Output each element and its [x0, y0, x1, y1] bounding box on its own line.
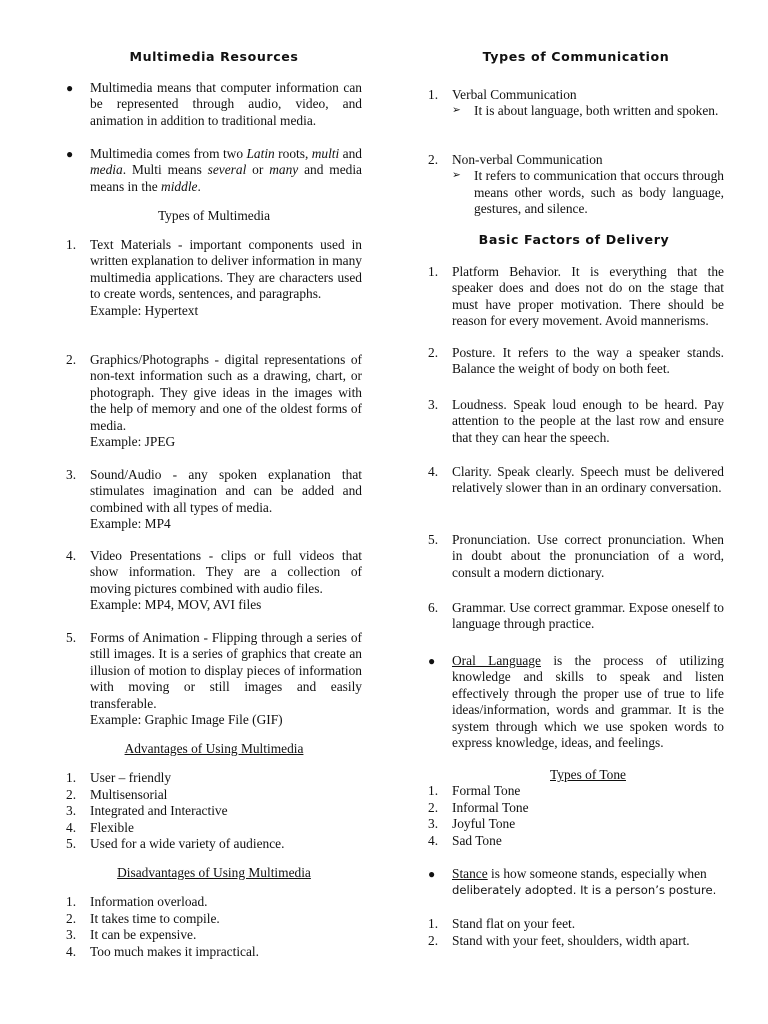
list-item: 2. It takes time to compile.: [66, 910, 220, 926]
arrow-bullet-icon: ➢: [452, 170, 461, 182]
list-item: 2. Posture. It refers to the way a speaker stands. Balance the weight of body on both feet.: [428, 345, 724, 377]
disadvantages-list: [66, 894, 362, 960]
types-of-multimedia-heading: Types of Multimedia: [157, 208, 271, 223]
list-item: 4. Clarity. Speak clearly. Speech must be delivered relatively slower than in an ordinary conversation.: [428, 464, 724, 496]
list-item: 2. Informal Tone: [428, 799, 529, 815]
bullet-item: [66, 146, 362, 195]
list-item: 1. Platform Behavior. It is everything that the speaker does and does not do on the stage that must have proper motivation. There should be reason for every movement. Avoid mannerisms.: [428, 264, 724, 329]
list-item: 3. It can be expensive.: [66, 927, 197, 943]
list-item: 4. Flexible: [66, 819, 134, 835]
list-item: 2. Stand with your feet, shoulders, width apart.: [428, 932, 690, 948]
list-item: 3. Sound/Audio - any spoken explanation that stimulates imagination and can be added and combined with all types of media. Example: MP4: [66, 467, 362, 532]
list-item: 1. Information overload.: [66, 894, 208, 909]
bullet-item: ● Oral Language is the process of utilizing knowledge and skills to speak and listen effectively through the proper use of true to life ideas/information, words and grammar. It is the system through which we use spoken words to express knowledge, ideas, and feelings.: [428, 653, 724, 751]
bullet-item: ● Stance is how someone stands, especially when deliberately adopted. It is a person’s posture.: [428, 866, 717, 898]
list-item: 1. Verbal Communication ➢ It is about language, both written and spoken.: [428, 87, 719, 119]
stance-list: [428, 916, 724, 949]
list-item: 5. Forms of Animation - Flipping through a series of still images. It is a series of graphics that create an illusion of motion to display pieces of information with moving or still images and easily transferable. Example: Graphic Image File (GIF): [66, 630, 362, 728]
list-item: 1. Stand flat on your feet.: [428, 916, 576, 931]
tone-list: [428, 783, 724, 849]
list-item: 3. Joyful Tone: [428, 816, 516, 832]
arrow-bullet-icon: ➢: [452, 105, 461, 117]
list-item: 3. Loudness. Speak loud enough to be heard. Pay attention to the people at the last row and ensure that they can hear the speech.: [428, 397, 724, 445]
list-item: 2. Graphics/Photographs - digital representations of non-text information such as a drawing, chart, or photograph. They give ideas in the images with the help of memory and one of the oldest forms of media. Example: JPEG: [66, 352, 362, 450]
list-item: 3. Integrated and Interactive: [66, 803, 228, 819]
list-item: 4. Too much makes it impractical.: [66, 943, 259, 959]
bullet-text: Multimedia comes from two Latin roots, multi and media. Multi means several or many and media means in the middle.: [90, 146, 362, 194]
disadvantages-heading: Disadvantages of Using Multimedia: [117, 865, 311, 880]
bullet-item: [66, 80, 362, 129]
list-item: 5. Pronunciation. Use correct pronunciation. When in doubt about the pronunciation of a word, consult a modern dictionary.: [428, 532, 724, 580]
bullet-icon: ●: [428, 654, 436, 668]
list-item: 1. User – friendly: [66, 770, 172, 785]
advantages-list: [66, 770, 362, 853]
multimedia-resources-heading: Multimedia Resources: [129, 49, 299, 64]
bullet-icon: ●: [66, 147, 74, 161]
bullet-icon: ●: [428, 867, 436, 881]
list-item: 4. Video Presentations - clips or full videos that show information. They are a collection of moving pictures combined with audio files. Example: MP4, MOV, AVI files: [66, 548, 362, 613]
advantages-heading: Advantages of Using Multimedia: [124, 741, 304, 756]
list-item: 5. Used for a wide variety of audience.: [66, 836, 285, 852]
basic-factors-heading: Basic Factors of Delivery: [478, 232, 670, 247]
bullet-icon: ●: [66, 81, 74, 95]
bullet-text: Multimedia means that computer information can be represented through audio, video, and animation in addition to traditional media.: [90, 80, 362, 128]
list-item: 6. Grammar. Use correct grammar. Expose oneself to language through practice.: [428, 600, 724, 632]
types-of-communication-heading: Types of Communication: [482, 49, 670, 64]
list-item: 2. Non-verbal Communication ➢ It refers to communication that occurs through means other words, such as body language, gestures, and silence.: [428, 152, 724, 217]
list-item: 2. Multisensorial: [66, 786, 168, 802]
list-item: 1. Text Materials - important components used in written explanation to deliver information in many multimedia applications. They are characters used to create words, sentences, and paragraphs. Example: Hypertext: [66, 237, 362, 318]
list-item: 1. Formal Tone: [428, 783, 521, 798]
list-item: 4. Sad Tone: [428, 832, 502, 848]
types-of-tone-heading: Types of Tone: [550, 767, 626, 782]
